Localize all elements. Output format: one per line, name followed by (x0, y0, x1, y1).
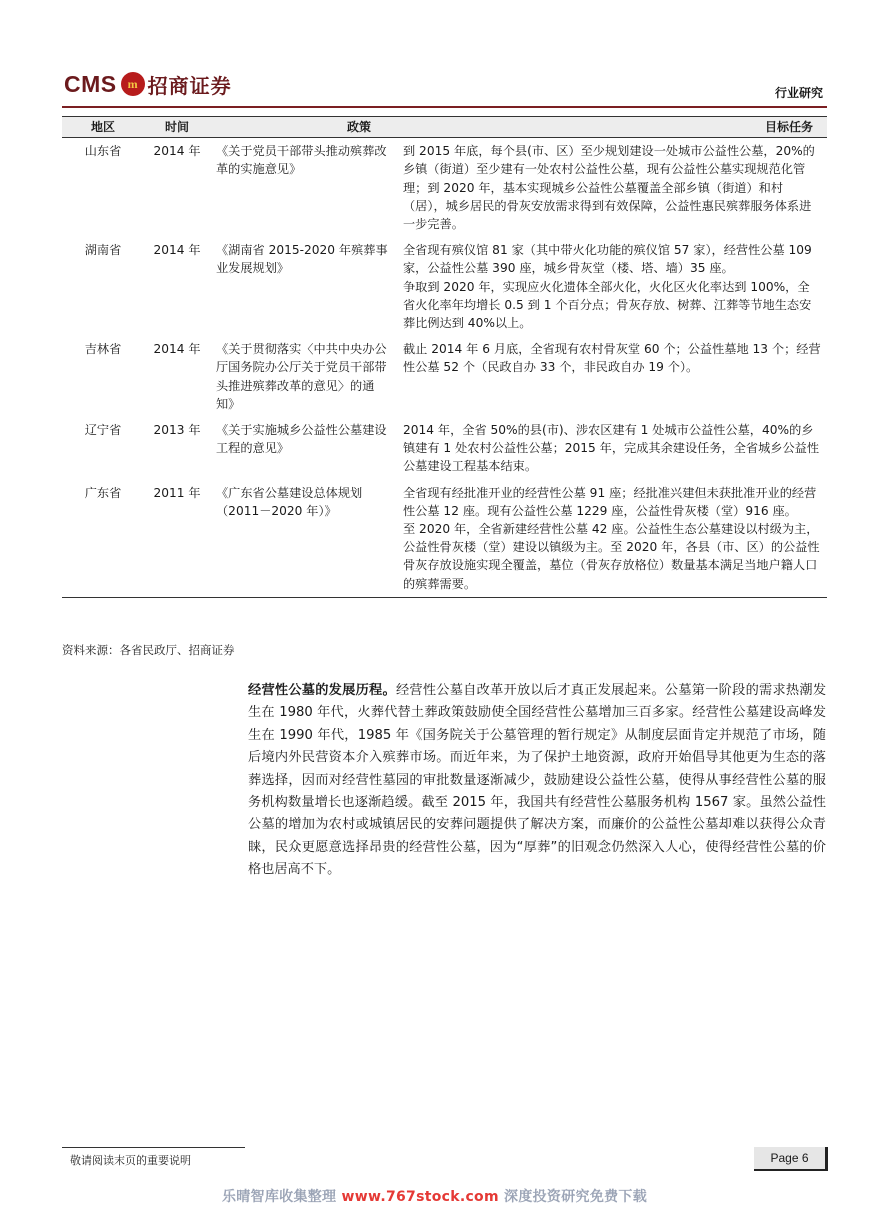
cell-policy: 《关于实施城乡公益性公墓建设工程的意见》 (216, 423, 387, 456)
cell-policy: 《关于党员干部带头推动殡葬改革的实施意见》 (216, 144, 387, 177)
company-logo (64, 68, 232, 100)
logo-company-name: 招商证券 (147, 73, 232, 98)
column-header-policy: 政策 (210, 117, 397, 138)
cell-region: 吉林省 (84, 342, 122, 357)
table-row (62, 237, 827, 336)
cell-region: 山东省 (84, 144, 122, 159)
logo-emblem-icon (121, 72, 145, 96)
section-label: 行业研究 (774, 86, 823, 100)
page-number: Page 6 (754, 1147, 828, 1171)
cell-policy: 《广东省公墓建设总体规划（2011－2020 年）》 (210, 480, 397, 598)
paragraph-lead-heading: 经营性公墓的发展历程。 (248, 683, 396, 698)
column-header-goal: 目标任务 (397, 117, 827, 138)
goal-paragraph: 全省现有殡仪馆 81 家（其中带火化功能的殡仪馆 57 家），经营性公墓 109 家，公益性公墓 390 座，城乡骨灰堂（楼、塔、墙）35 座。 (403, 243, 812, 276)
cell-goal (397, 336, 827, 417)
header-divider (62, 106, 827, 108)
cell-time: 2013 年 (153, 423, 201, 438)
footer-disclaimer-note: 敬请阅读末页的重要说明 (70, 1154, 191, 1167)
watermark-prefix: 乐晴智库收集整理 (221, 1189, 342, 1205)
cell-region: 广东省 (62, 480, 144, 598)
cell-region: 辽宁省 (84, 423, 122, 438)
table-source-note: 资料来源：各省民政厅、招商证券 (62, 643, 235, 657)
goal-paragraph: 全省现有经批准开业的经营性公墓 91 座；经批准兴建但未获批准开业的经营性公墓 12 座。现有公益性公墓 1229 座，公益性骨灰楼（堂）916 座。 (403, 485, 817, 518)
cell-goal (397, 138, 827, 238)
column-header-time: 时间 (144, 117, 210, 138)
body-paragraph (248, 680, 826, 882)
cell-goal (397, 237, 827, 336)
cell-policy: 《湖南省 2015-2020 年殡葬事业发展规划》 (216, 243, 388, 276)
cell-goal (397, 480, 827, 598)
cell-goal (397, 417, 827, 480)
logo-emblem-letter: m (127, 76, 138, 91)
goal-paragraph: 至 2020 年，全省新建经营性公墓 42 座。公益性生态公墓建设以村级为主，公益性骨灰楼（堂）建设以镇级为主。至 2020 年，各县（市、区）的公益性骨灰存放设施实现全覆盖，墓位（骨灰存放格位）数量基本满足当地户籍人口的殡葬需要。 (403, 522, 820, 591)
policy-table (62, 116, 827, 598)
table-header-row (62, 117, 827, 138)
footer-divider (62, 1147, 245, 1148)
watermark-suffix: 深度投资研究免费下载 (498, 1189, 648, 1205)
goal-paragraph: 截止 2014 年 6 月底，全省现有农村骨灰堂 60 个；公益性墓地 13 个；经营性公墓 52 个（民政自办 33 个，非民政自办 19 个）。 (403, 342, 821, 375)
cell-time: 2014 年 (153, 144, 201, 159)
paragraph-text: 经营性公墓自改革开放以后才真正发展起来。公墓第一阶段的需求热潮发生在 1980 年代，火葬代替土葬政策鼓励使全国经营性公墓增加三百多家。经营性公墓建设高峰发生在 1990 年代，1985 年《国务院关于公墓管理的暂行规定》从制度层面肯定并规范了市场，随后境内外民营资本介入殡葬市场。而近年来，为了保护土地资源，政府开始倡导其他更为生态的落葬选择，因而对经营性墓园的审批数量逐渐减少，鼓励建设公益性公墓，使得从事经营性公墓的服务机构数量增长也逐渐趋缓。截至 2015 年，我国共有经营性公墓服务机构 1567 家。虽然公益性公墓的增加为农村或城镇居民的安葬问题提供了解决方案，而廉价的公益性公墓却难以获得公众青睐，民众更愿意选择昂贵的经营性公墓，因为“厚葬”的旧观念仍然深入人心，使得经营性公墓的价格也居高不下。 (248, 683, 827, 878)
cell-region: 湖南省 (84, 243, 122, 258)
watermark-url-link[interactable]: www.767stock.com (341, 1189, 499, 1205)
cell-time: 2014 年 (153, 243, 201, 258)
table-row (62, 336, 827, 417)
table-row (62, 417, 827, 480)
goal-paragraph: 争取到 2020 年，实现应火化遗体全部火化，火化区火化率达到 100%，全省火化率年均增长 0.5 到 1 个百分点；骨灰存放、树葬、江葬等节地生态安葬比例达到 40%以上。 (403, 279, 812, 331)
cell-time: 2011 年 (144, 480, 210, 598)
watermark-banner (0, 1186, 869, 1206)
cell-policy: 《关于贯彻落实〈中共中央办公厅国务院办公厅关于党员干部带头推进殡葬改革的意见〉的通知》 (216, 342, 387, 411)
cell-time: 2014 年 (153, 342, 201, 357)
goal-paragraph: 到 2015 年底，每个县(市、区）至少规划建设一处城市公益性公墓，20%的乡镇（街道）至少建有一处农村公益性公墓，现有公益性公墓实现规范化管理；到 2020 年，基本实现城乡公益性公墓覆盖全部乡镇（街道）和村（居），城乡居民的骨灰安放需求得到有效保障，公益性惠民殡葬服务体系进一步完善。 (403, 144, 815, 232)
table-row (62, 480, 827, 598)
table-row (62, 138, 827, 238)
goal-paragraph: 2014 年，全省 50%的县(市)、涉农区建有 1 处城市公益性公墓，40%的乡镇建有 1 处农村公益性公墓；2015 年，完成其余建设任务，全省城乡公益性公墓建设工程基本结束。 (403, 423, 820, 474)
logo-cms-text: CMS (64, 70, 117, 97)
column-header-region: 地区 (62, 117, 144, 138)
